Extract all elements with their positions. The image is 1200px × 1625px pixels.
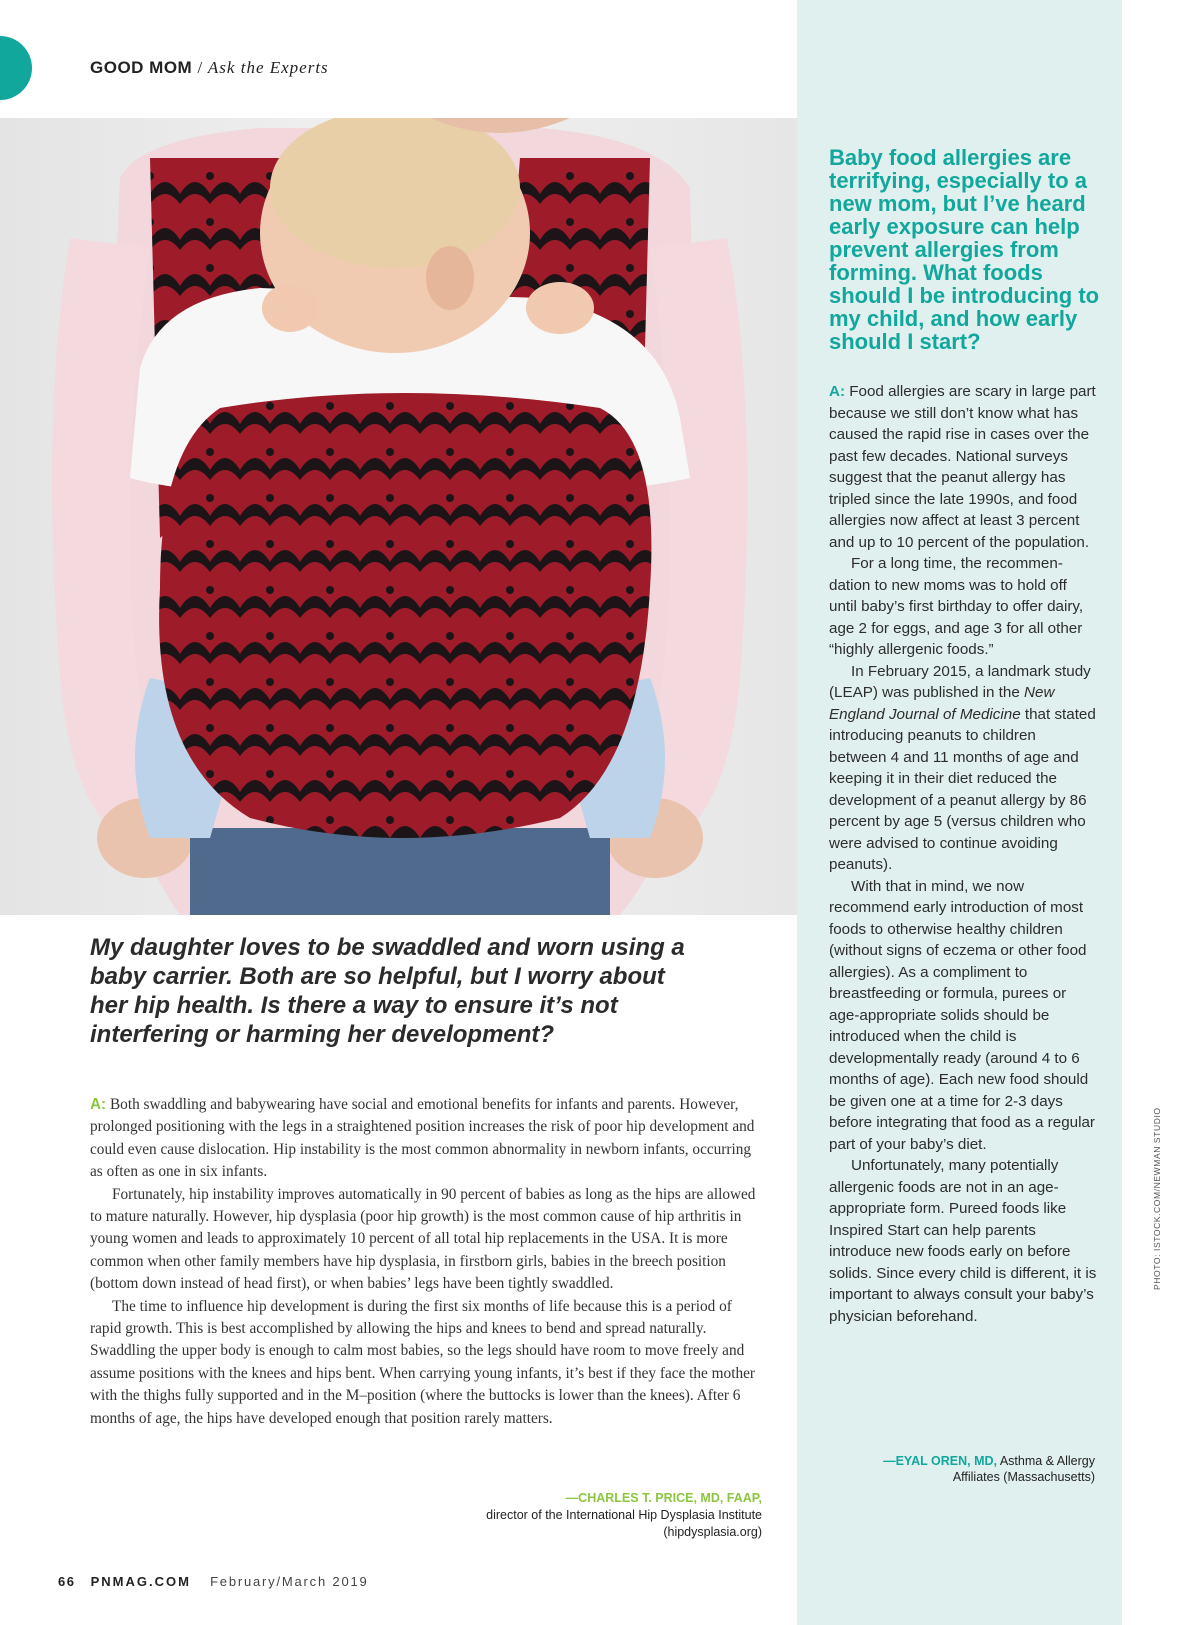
subsection-name: Ask the Experts (207, 58, 329, 77)
answer-2-signature (883, 1453, 1095, 1485)
answer-2-paragraph: With that in mind, we now recommend early introduction of most foods to otherwise healthy children (without signs of eczema or other food allergies). As a compliment to breastfeeding or formula, purees or age-appropriate solids should be introduced when the child is developmentally ready (around 4 to 6 months of age). Each new food should be given one at a time for 2-3 days before integrating that food as a regular part of your baby’s diet. (829, 877, 1095, 1153)
section-header (90, 58, 329, 78)
section-tab-marker (0, 36, 32, 100)
answer-label: A: (90, 1096, 107, 1113)
section-name: GOOD MOM (90, 58, 193, 77)
answer-2-body (829, 381, 1097, 1327)
expert-website: (hipdysplasia.org) (663, 1525, 762, 1539)
photo-credit: PHOTO: ISTOCK.COM/NEWMAN STUDIO (1152, 1107, 1162, 1290)
question-2-heading: Baby food allergies are terrifying, especially to a new mom, but I’ve heard early exposure can help prevent allergies from forming. What foods should I be introducing to my child, and how early should I start? (829, 145, 1100, 354)
answer-2-paragraph: A: Food allergies are scary in large part because we still don’t know what has caused the rapid rise in cases over the past few decades. National surveys suggest that the peanut allergy has tripled since the late 1990s, and food allergies now affect at least 3 percent and up to 10 percent of the population. (829, 383, 1096, 551)
answer-1-paragraph: Fortunately, hip instability improves automatically in 90 percent of babies as long as the hips are allowed to mature naturally. However, hip dysplasia (poor hip growth) is the most common cause of hip arthritis in young women and leads to approximately 10 percent of all total hip replacements in the USA. It is more common when other family members have hip dysplasia, in firstborn girls, babies in the breech position (bottom down instead of head first), or when babies’ legs have been tightly swaddled. (90, 1185, 756, 1293)
issue-date: February/March 2019 (210, 1574, 369, 1589)
website-name: PNMAG.COM (90, 1574, 191, 1589)
header-separator: / (197, 58, 203, 77)
journal-title: New England Journal of Medicine (829, 684, 1055, 723)
page-number: 66 (58, 1574, 76, 1589)
answer-2-paragraph: Unfortunately, many potentially allergenic foods are not in an age-appropriate form. Pureed foods like Inspired Start can help parents introduce new foods early on before solids. Since every child is different, it is important to always consult your baby’s physician beforehand. (829, 1157, 1097, 1325)
expert-name: —CHARLES T. PRICE, MD, FAAP, (565, 1491, 762, 1505)
expert-affiliation-line2: Affiliates (Massachusetts) (952, 1470, 1095, 1484)
answer-2-paragraph: In February 2015, a landmark study (LEAP) was published in the New England Journal of Medicine that stated introducing peanuts to children between 4 and 11 months of age and keeping it in their diet reduced the development of a peanut allergy by 86 percent by age 5 (versus children who were advised to continue avoiding peanuts). (829, 662, 1096, 873)
answer-1-body (90, 1094, 762, 1430)
answer-1-paragraph: The time to influence hip development is during the first six months of life because this is a period of rapid growth. This is best accomplished by allowing the hips and knees to bend and spread naturally. Swaddling the upper body is enough to calm most babies, so the legs should have room to move freely and assume positions with the knees and hips bent. When carrying young infants, it’s best if they face the mother with the thighs fully supported and in the M–position (where the buttocks is lower than the knees). After 6 months of age, the hips have developed enough that position rarely matters. (90, 1297, 755, 1427)
expert-title: director of the International Hip Dysplasia Institute (486, 1508, 762, 1522)
mother-carrying-baby-wrap-photo (0, 118, 797, 915)
answer-1-paragraph: A: Both swaddling and babywearing have social and emotional benefits for infants and parents. However, prolonged positioning with the legs in a straightened position increases the risk of poor hip development and could even cause dislocation. Hip instability is the most common abnormality in newborn infants, occurring as often as one in six infants. (90, 1096, 755, 1181)
expert-name: —EYAL OREN, MD, (883, 1454, 998, 1468)
page-footer (58, 1574, 369, 1589)
question-1-heading: My daughter loves to be swaddled and worn using a baby carrier. Both are so helpful, but I worry about her hip health. Is there a way to ensure it’s not interfering or harming her development? (90, 934, 685, 1048)
answer-label: A: (829, 383, 846, 400)
answer-1-signature (486, 1490, 762, 1541)
expert-affiliation: Asthma & Allergy (999, 1454, 1095, 1468)
answer-2-paragraph: For a long time, the recommendation to new moms was to hold off until baby’s first birthday to offer dairy, age 2 for eggs, and age 3 for all other “highly allergenic foods.” (829, 555, 1084, 658)
